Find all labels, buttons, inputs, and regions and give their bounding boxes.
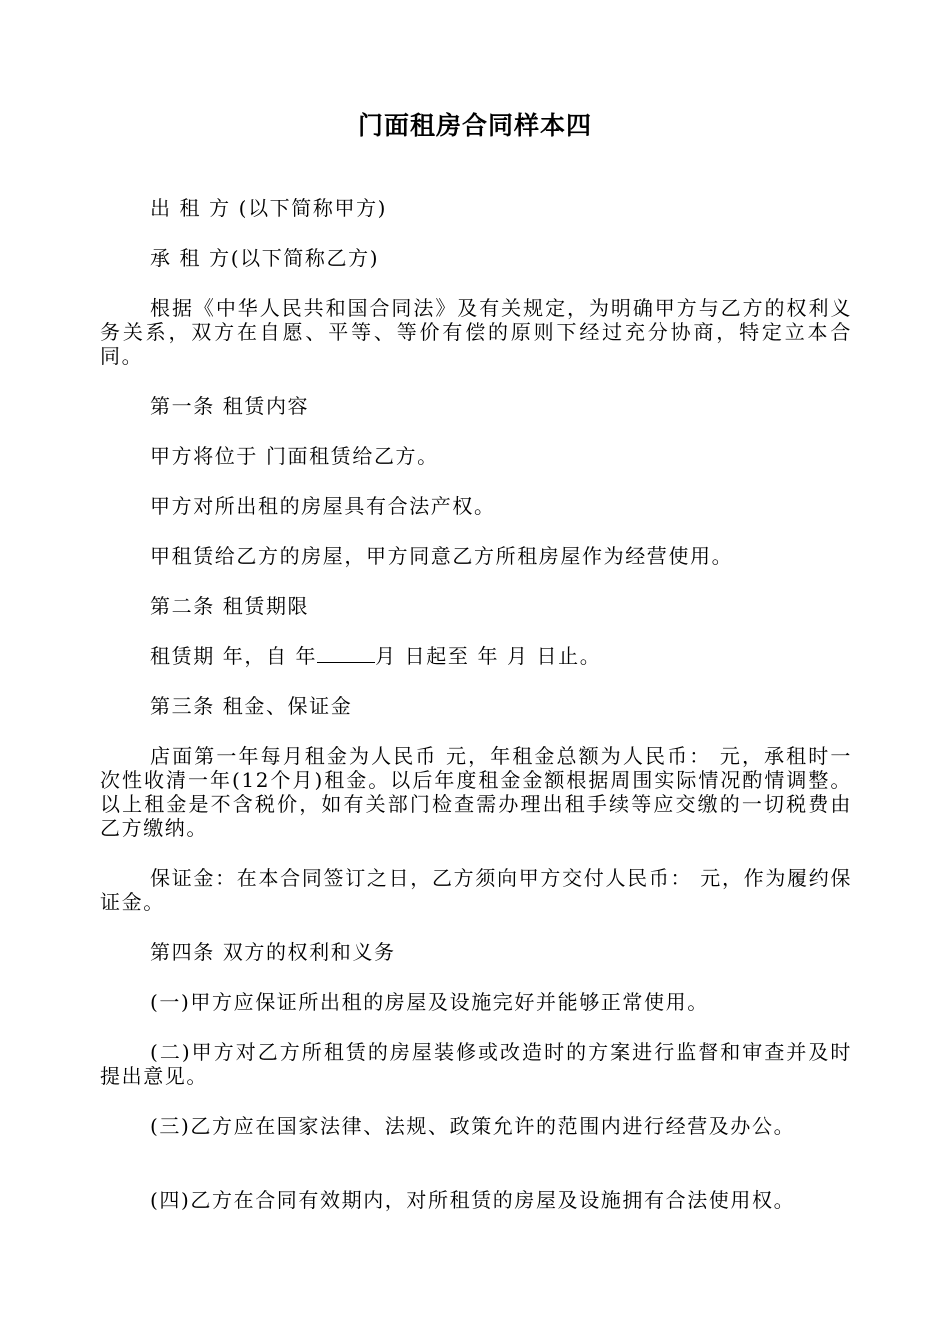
- lessor-line: 出 租 方 (以下简称甲方): [150, 196, 388, 220]
- article-4-item-4: (四)乙方在合同有效期内，对所租赁的房屋及设施拥有合法使用权。: [150, 1188, 796, 1212]
- article-2-paragraph-1: [100, 644, 852, 668]
- preamble-paragraph: 根据《中华人民共和国合同法》及有关规定，为明确甲方与乙方的权利义务关系，双方在自愿、平等、等价有偿的原则下经过充分协商，特定立本合同。: [100, 296, 852, 368]
- article-3-paragraph-2: 保证金：在本合同签订之日，乙方须向甲方交付人民币： 元，作为履约保证金。: [100, 866, 852, 914]
- article-1-paragraph-3: 甲租赁给乙方的房屋，甲方同意乙方所租房屋作为经营使用。: [150, 544, 734, 568]
- article-4-item-1: (一)甲方应保证所出租的房屋及设施完好并能够正常使用。: [150, 990, 709, 1014]
- lease-term-text-start: 租赁期 年，自 年: [150, 644, 318, 668]
- article-3-paragraph-1: 店面第一年每月租金为人民币 元，年租金总额为人民币： 元，承租时一次性收清一年(12个月)租金。以后年度租金金额根据周围实际情况酌情调整。以上租金是不含税价，如有关部门检查需办理出租手续等应交缴的一切税费由乙方缴纳。: [100, 744, 852, 840]
- article-4-heading: 第四条 双方的权利和义务: [150, 940, 396, 964]
- lessee-line: 承 租 方(以下简称乙方): [150, 246, 380, 270]
- article-1-paragraph-2: 甲方对所出租的房屋具有合法产权。: [150, 494, 496, 518]
- article-4-item-3: (三)乙方应在国家法律、法规、政策允许的范围内进行经营及办公。: [150, 1114, 796, 1138]
- article-1-paragraph-1: 甲方将位于 门面租赁给乙方。: [150, 444, 439, 468]
- article-2-heading: 第二条 租赁期限: [150, 594, 310, 618]
- document-body: [100, 196, 852, 1212]
- article-3-heading: 第三条 租金、保证金: [150, 694, 353, 718]
- blank-underline: [317, 644, 375, 663]
- article-1-heading: 第一条 租赁内容: [150, 394, 310, 418]
- article-4-item-2: (二)甲方对乙方所租赁的房屋装修或改造时的方案进行监督和审查并及时提出意见。: [100, 1040, 852, 1088]
- lease-term-text-end: 月 日起至 年 月 日止。: [375, 644, 602, 668]
- document-title: 门面租房合同样本四: [357, 111, 592, 140]
